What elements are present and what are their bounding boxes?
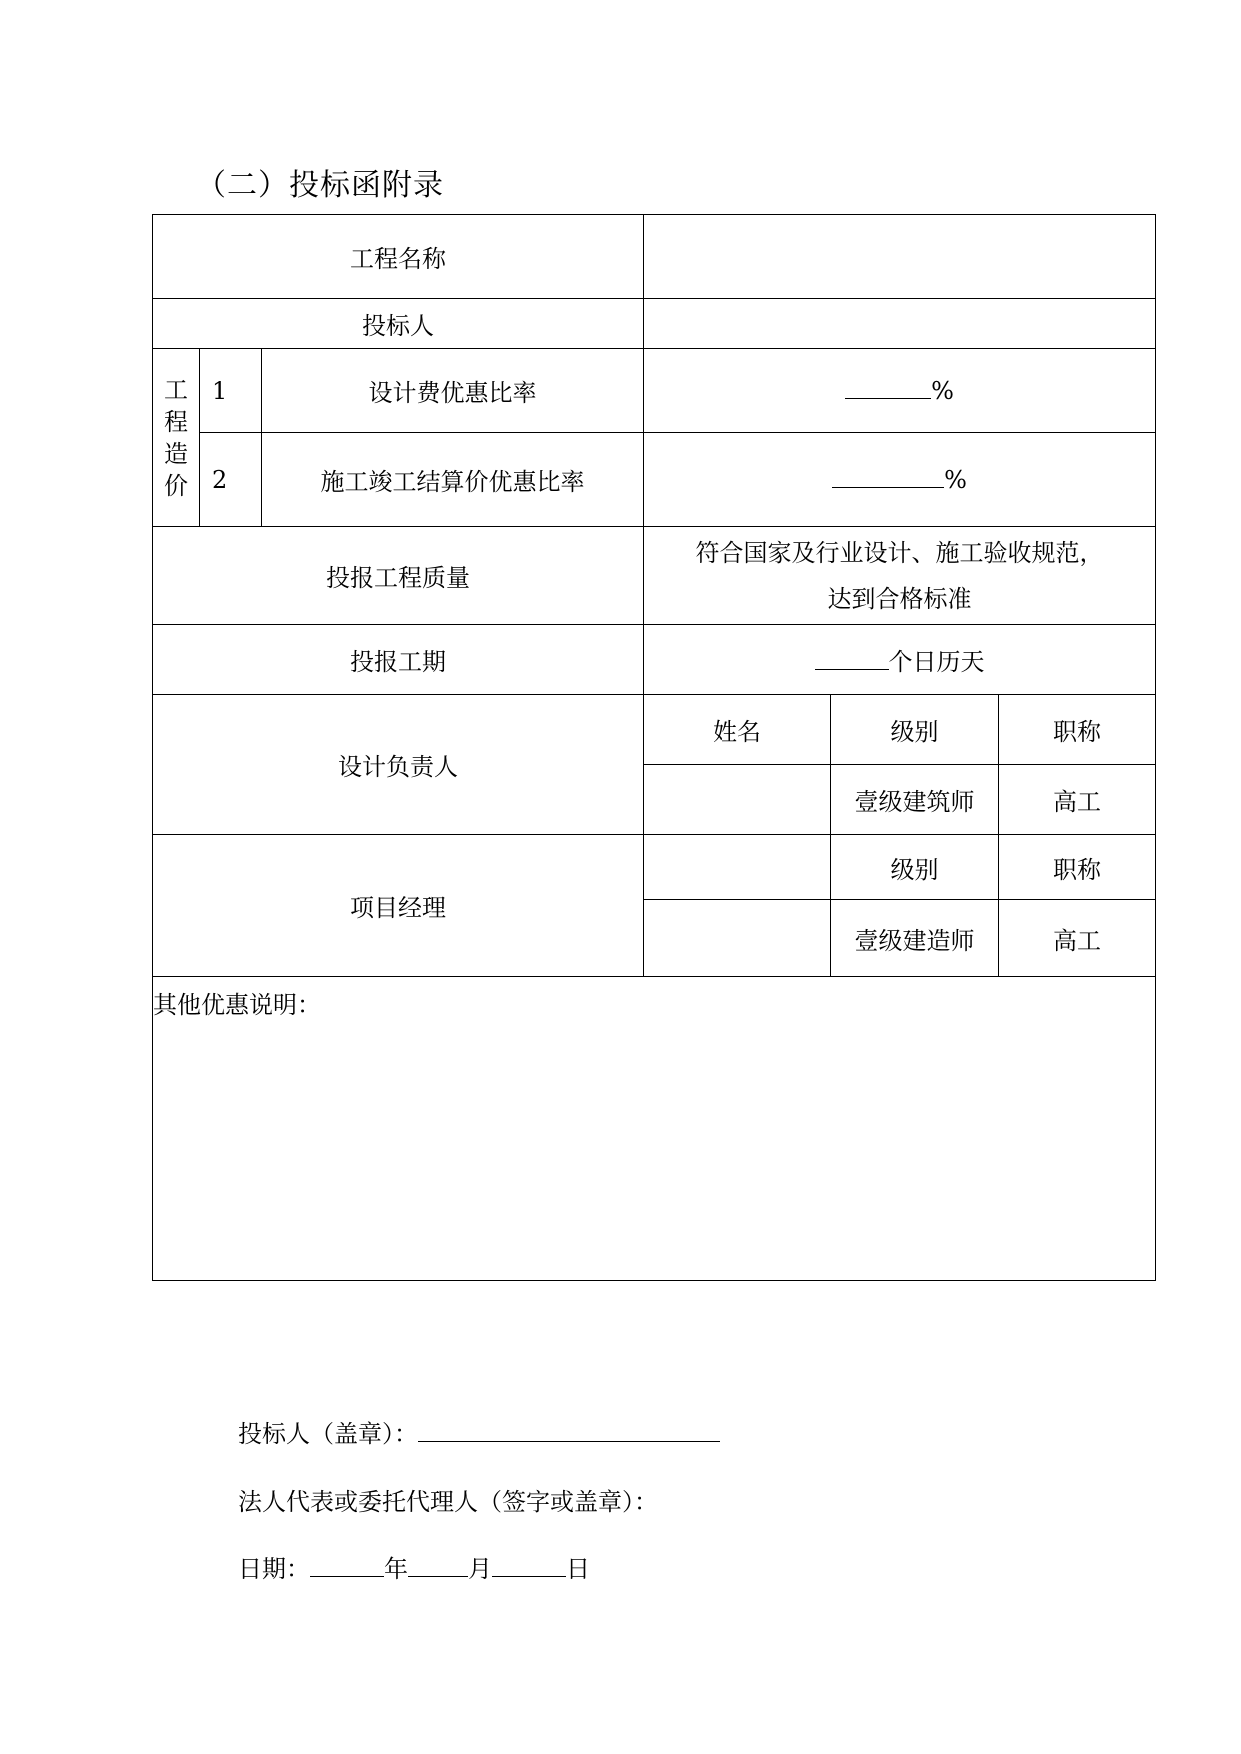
- bidder-seal-blank[interactable]: [418, 1417, 720, 1442]
- design-lead-level: 壹级建筑师: [831, 765, 999, 835]
- remarks-box[interactable]: [153, 977, 1156, 1281]
- cost-group-label: 工 程 造 价: [153, 349, 200, 527]
- pm-level-header: 级别: [831, 835, 999, 900]
- col-level-header: 级别: [831, 695, 999, 765]
- pm-title-header: 职称: [999, 835, 1156, 900]
- design-lead-label: 设计负责人: [153, 695, 644, 835]
- col-name-header: 姓名: [644, 695, 831, 765]
- legal-rep-line: 法人代表或委托代理人（签字或盖章）：: [238, 1488, 658, 1516]
- table-row: [153, 977, 1156, 1281]
- design-fee-discount-value[interactable]: %: [644, 349, 1156, 433]
- project-name-label: 工程名称: [153, 215, 644, 299]
- settlement-discount-label: 施工竣工结算价优惠比率: [262, 433, 644, 527]
- table-row: [153, 215, 1156, 299]
- design-lead-title: 高工: [999, 765, 1156, 835]
- col-title-header: 职称: [999, 695, 1156, 765]
- design-fee-blank[interactable]: [845, 376, 931, 399]
- pm-title: 高工: [999, 900, 1156, 977]
- page-title: （二）投标函附录: [196, 168, 444, 203]
- table-row: [153, 625, 1156, 695]
- table-row: [153, 527, 1156, 625]
- quality-value: 符合国家及行业设计、施工验收规范， 达到合格标准: [644, 527, 1156, 625]
- row2-number: 2: [200, 433, 262, 527]
- pm-level: 壹级建造师: [831, 900, 999, 977]
- table-row: [153, 695, 1156, 765]
- table-row: [153, 299, 1156, 349]
- day-blank[interactable]: [492, 1552, 566, 1577]
- table-row: [153, 835, 1156, 900]
- period-value[interactable]: 个日历天: [644, 625, 1156, 695]
- bidder-seal-line: 投标人（盖章）：: [238, 1414, 720, 1449]
- remarks-label: 其他优惠说明：: [153, 991, 321, 1019]
- project-name-value[interactable]: [644, 215, 1156, 299]
- table-row: [153, 433, 1156, 527]
- month-blank[interactable]: [408, 1552, 468, 1577]
- table-row: [153, 349, 1156, 433]
- bidder-value[interactable]: [644, 299, 1156, 349]
- year-blank[interactable]: [310, 1552, 384, 1577]
- row1-number: 1: [200, 349, 262, 433]
- settlement-blank[interactable]: [832, 465, 944, 488]
- date-line: 日期： 年 月 日: [238, 1549, 590, 1584]
- bidder-label: 投标人: [153, 299, 644, 349]
- pm-name-header[interactable]: [644, 835, 831, 900]
- period-blank[interactable]: [815, 647, 889, 670]
- pm-name[interactable]: [644, 900, 831, 977]
- period-label: 投报工期: [153, 625, 644, 695]
- settlement-discount-value[interactable]: %: [644, 433, 1156, 527]
- pm-label: 项目经理: [153, 835, 644, 977]
- design-lead-name[interactable]: [644, 765, 831, 835]
- quality-label: 投报工程质量: [153, 527, 644, 625]
- bid-appendix-table: [152, 214, 1156, 1281]
- design-fee-discount-label: 设计费优惠比率: [262, 349, 644, 433]
